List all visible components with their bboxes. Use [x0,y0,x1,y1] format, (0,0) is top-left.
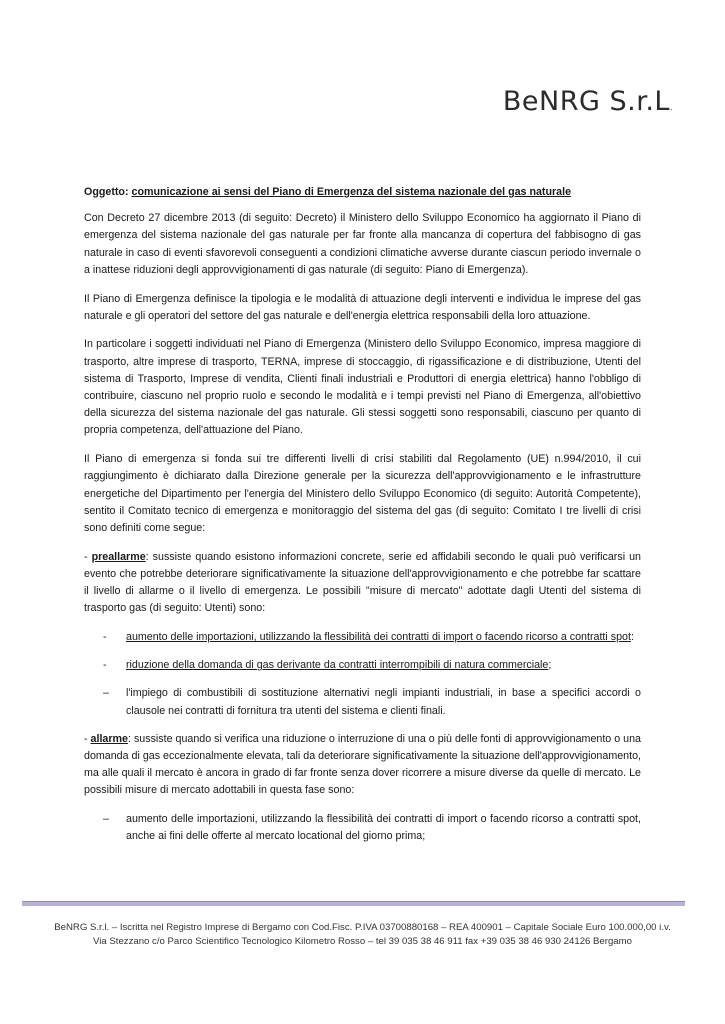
preallarme-paragraph [84,549,641,618]
subject-text: comunicazione ai sensi del Piano di Emergenza del sistema nazionale del gas naturale [131,186,572,198]
list-item-suffix: : [630,630,634,643]
paragraph-decree: Con Decreto 27 dicembre 2013 (di seguito: Decreto) il Ministero dello Sviluppo Economico ha aggiornato il Piano di emergenza del sistema nazionale del gas naturale per far fronte alla mancanza di copertura del fabbisogno di gas naturale in caso di eventi sfavorevoli conseguenti a condizioni climatiche avverse durante ciascun periodo invernale o a inattese riduzioni degli approvvigionamenti di gas naturale (di seguito: Piano di Emergenza). [84,212,641,276]
list-marker: - [103,630,107,643]
allarme-text: : sussiste quando si verifica una riduzione o interruzione di una o più delle fonti di approvvigionamento o una domanda di gas eccezionalmente elevata, tali da deteriorare significativamente la situazione dell'approvvigionamento, ma alle quali il mercato è ancora in grado di far fronte senza dover ricorrere a misure diverse da quelle di mercato. Le possibili misure di mercato adottabili in questa fase sono: [84,732,641,797]
list-item-text: aumento delle importazioni, utilizzando la flessibilità dei contratti di import o facendo ricorso a contratti spot, anche ai fini delle offerte al mercato locational del giorno prima; [126,813,641,843]
list-marker: – [103,813,109,826]
logo-dot: . [669,103,673,112]
paragraph-subjects: In particolare i soggetti individuati nel Piano di Emergenza (Ministero dello Sviluppo Economico, impresa maggiore di trasporto, altre imprese di trasporto, TERNA, imprese di stoccaggio, di rigassificazione e di distribuzione, Utenti del sistema di Trasporto, Imprese di vendita, Clienti finali industriali e Produttori di energia elettrica) hanno l'obbligo di contribuire, ciascuno nel proprio ruolo e secondo le modalità e i tempi previsti nel Piano di Emergenza, all'obiettivo della sicurezza del sistema nazionale del gas naturale. Gli stessi soggetti sono responsabili, ciascuno per quanto di propria competenza, dell'attuazione del Piano. [84,338,641,437]
footer-divider [22,901,685,906]
allarme-measures-list [84,811,641,845]
preallarme-term: preallarme [91,550,146,563]
footer-line-address: Via Stezzano c/o Parco Scientifico Tecnologico Kilometro Rosso – tel 39 035 38 46 911 fax +39 035 38 46 930 24126 Bergamo [93,935,632,947]
company-logo [503,86,673,117]
preallarme-text: : sussiste quando esistono informazioni concrete, serie ed affidabili secondo le quali può verificarsi un evento che potrebbe deteriorare significativamente la situazione dell'approvvigionamento e che potrebbe far scattare il livello di allarme o il livello di emergenza. Le possibili "misure di mercato" adottate dagli Utenti del sistema di trasporto gas (di seguito: Utenti) sono: [84,550,641,615]
logo-text: BeNRG S.r.L [502,86,670,117]
list-item-text: l'impiego di combustibili di sostituzione alternativi negli impianti industriali, in base a specifici accordi o clausole nei contratti di fornitura tra utenti del sistema e clienti finali. [126,687,641,717]
list-item [84,657,641,674]
preallarme-measures-list [84,629,641,720]
allarme-term: allarme [90,732,128,745]
list-item-text: riduzione della domanda di gas derivante da contratti interrompibili di natura commerciale [126,659,549,672]
list-item [84,685,641,719]
list-marker: - [103,659,107,672]
footer [0,921,725,948]
subject-label: Oggetto: [84,186,129,198]
list-marker: – [103,687,109,700]
allarme-prefix: - [84,732,91,745]
subject-line [84,184,641,201]
list-item [84,811,641,845]
letter-body [84,184,641,857]
paragraph-plan-definition: Il Piano di Emergenza definisce la tipologia e le modalità di attuazione degli interventi e individua le imprese del gas naturale e gli operatori del settore del gas naturale e dell'energia elettrica responsabili della loro attuazione. [84,292,641,322]
paragraph-crisis-levels: Il Piano di emergenza si fonda sui tre differenti livelli di crisi stabiliti dal Regolamento (UE) n.994/2010, il cui raggiungimento è dichiarato dalla Direzione generale per la sicurezza dell'approvvigionamento e le infrastrutture energetiche del Dipartimento per l'energia del Ministero dello Sviluppo Economico (di seguito: Autorità Competente), sentito il Comitato tecnico di emergenza e monitoraggio del sistema del gas (di seguito: Comitato I tre livelli di crisi sono definiti come segue: [84,453,641,534]
list-item [84,629,641,646]
footer-line-registration: BeNRG S.r.l. – Iscritta nel Registro Imprese di Bergamo con Cod.Fisc. P.IVA 03700880168 – REA 400901 – Capitale Sociale Euro 100.000,00 i.v. [54,922,671,933]
list-item-text: aumento delle importazioni, utilizzando la flessibilità dei contratti di import o facendo ricorso a contratti spot [126,630,631,643]
preallarme-prefix: - [84,550,92,563]
allarme-paragraph [84,731,641,800]
list-item-suffix: ; [548,659,552,672]
